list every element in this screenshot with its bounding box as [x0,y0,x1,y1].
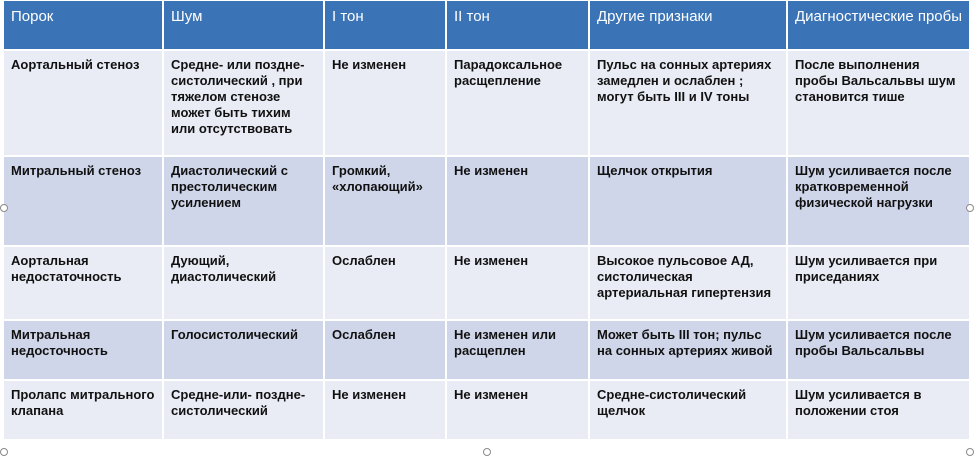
resize-handle-left[interactable] [0,204,8,212]
cell-second-tone: Не изменен [446,380,589,439]
header-second-tone: II тон [446,1,589,50]
cell-diagnostic-tests: Шум усиливается после пробы Вальсальвы [787,320,970,380]
resize-handle-right[interactable] [966,204,974,212]
cell-second-tone: Не изменен или расщеплен [446,320,589,380]
table-row [4,380,970,439]
cell-diagnostic-tests: Шум усиливается в положении стоя [787,380,970,439]
header-diagnostic-tests: Диагностические пробы [787,1,970,50]
cell-other-signs: Пульс на сонных артериях замедлен и ослаблен ; могут быть III и IV тоны [589,50,787,156]
cell-murmur: Средне-или- позднесистолический [163,380,324,439]
cell-first-tone: Ослаблен [324,320,446,380]
resize-handle-bottom-right[interactable] [966,448,974,456]
resize-handle-bottom[interactable] [483,448,491,456]
cell-second-tone: Парадоксальное расщепление [446,50,589,156]
table-row [4,246,970,320]
cell-defect: Митральная недосточность [4,320,163,380]
cell-first-tone: Ослаблен [324,246,446,320]
cell-murmur: Диастолический с престолическим усилением [163,156,324,246]
heart-murmur-table [4,1,971,439]
table-frame [4,1,970,453]
cell-second-tone: Не изменен [446,246,589,320]
cell-diagnostic-tests: Шум усиливается при приседаниях [787,246,970,320]
cell-second-tone: Не изменен [446,156,589,246]
resize-handle-bottom-left[interactable] [0,448,8,456]
cell-diagnostic-tests: Шум усиливается после кратковременной физической нагрузки [787,156,970,246]
cell-defect: Аортальный стеноз [4,50,163,156]
cell-diagnostic-tests: После выполнения пробы Вальсальвы шум становится тише [787,50,970,156]
cell-defect: Пролапс митрального клапана [4,380,163,439]
header-row [4,1,970,50]
header-first-tone: I тон [324,1,446,50]
cell-other-signs: Щелчок открытия [589,156,787,246]
cell-defect: Аортальная недостаточность [4,246,163,320]
header-murmur: Шум [163,1,324,50]
cell-murmur: Средне- или позднесистолический , при тяжелом стенозе может быть тихим или отсутствовать [163,50,324,156]
table-row [4,156,970,246]
cell-defect: Митральный стеноз [4,156,163,246]
cell-first-tone: Не изменен [324,50,446,156]
header-other-signs: Другие признаки [589,1,787,50]
cell-murmur: Голосистолический [163,320,324,380]
cell-other-signs: Средне-систолический щелчок [589,380,787,439]
cell-murmur: Дующий, диастолический [163,246,324,320]
header-defect: Порок [4,1,163,50]
cell-other-signs: Может быть III тон; пульс на сонных артериях живой [589,320,787,380]
cell-first-tone: Громкий, «хлопающий» [324,156,446,246]
cell-first-tone: Не изменен [324,380,446,439]
table-row [4,320,970,380]
table-row [4,50,970,156]
cell-other-signs: Высокое пульсовое АД, систолическая артериальная гипертензия [589,246,787,320]
